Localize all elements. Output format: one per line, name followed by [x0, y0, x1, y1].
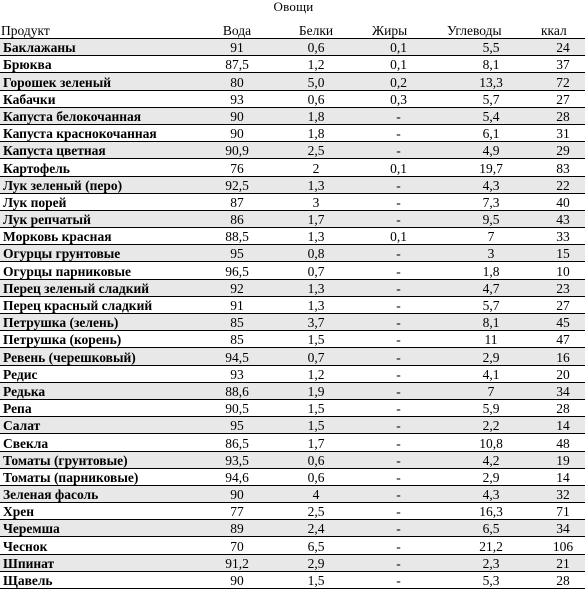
- cell-product: Перец красный сладкий: [0, 296, 198, 313]
- cell-kcal: 28: [541, 571, 585, 588]
- cell-product: Щавель: [0, 571, 198, 588]
- cell-water: 90,5: [198, 399, 276, 416]
- table-row: [0, 124, 585, 141]
- cell-product: Лук порей: [0, 193, 198, 210]
- cell-product: Огурцы парниковые: [0, 262, 198, 279]
- cell-water: 91: [198, 39, 276, 56]
- table-row: [0, 468, 585, 485]
- table-row: [0, 554, 585, 571]
- cell-protein: 2,4: [276, 520, 356, 537]
- cell-fat: 0,1: [356, 228, 441, 245]
- cell-fat: -: [356, 176, 441, 193]
- table-row: [0, 331, 585, 348]
- cell-kcal: 34: [541, 520, 585, 537]
- cell-kcal: 83: [541, 159, 585, 176]
- cell-water: 92,5: [198, 176, 276, 193]
- cell-kcal: 14: [541, 417, 585, 434]
- cell-carbs: 4,1: [441, 365, 541, 382]
- cell-water: 91,2: [198, 554, 276, 571]
- cell-protein: 1,7: [276, 434, 356, 451]
- cell-product: Огурцы грунтовые: [0, 245, 198, 262]
- cell-carbs: 3: [441, 245, 541, 262]
- cell-water: 86: [198, 210, 276, 227]
- cell-carbs: 5,4: [441, 107, 541, 124]
- table-row: [0, 382, 585, 399]
- cell-protein: 4: [276, 485, 356, 502]
- table-row: [0, 571, 585, 588]
- cell-product: Лук репчатый: [0, 210, 198, 227]
- table-row: [0, 348, 585, 365]
- cell-water: 80: [198, 73, 276, 90]
- cell-product: Шпинат: [0, 554, 198, 571]
- cell-carbs: 5,7: [441, 296, 541, 313]
- cell-kcal: 37: [541, 56, 585, 73]
- cell-kcal: 40: [541, 193, 585, 210]
- cell-carbs: 19,7: [441, 159, 541, 176]
- cell-fat: -: [356, 503, 441, 520]
- cell-kcal: 29: [541, 142, 585, 159]
- page-title: Овощи: [273, 0, 314, 14]
- cell-water: 90: [198, 485, 276, 502]
- cell-protein: 2: [276, 159, 356, 176]
- cell-fat: -: [356, 210, 441, 227]
- cell-fat: -: [356, 485, 441, 502]
- cell-water: 88,6: [198, 382, 276, 399]
- cell-protein: 0,6: [276, 468, 356, 485]
- table-row: [0, 485, 585, 502]
- cell-carbs: 13,3: [441, 73, 541, 90]
- table-row: [0, 365, 585, 382]
- cell-protein: 2,5: [276, 503, 356, 520]
- cell-water: 70: [198, 537, 276, 554]
- cell-protein: 0,6: [276, 451, 356, 468]
- cell-kcal: 19: [541, 451, 585, 468]
- cell-water: 90: [198, 124, 276, 141]
- column-header-carbs: Углеводы: [441, 24, 541, 39]
- cell-product: Петрушка (корень): [0, 331, 198, 348]
- cell-protein: 1,8: [276, 107, 356, 124]
- cell-carbs: 5,9: [441, 399, 541, 416]
- cell-kcal: 32: [541, 485, 585, 502]
- cell-product: Хрен: [0, 503, 198, 520]
- cell-fat: 0,2: [356, 73, 441, 90]
- cell-product: Капуста краснокочанная: [0, 124, 198, 141]
- table-row: [0, 142, 585, 159]
- cell-kcal: 27: [541, 90, 585, 107]
- cell-kcal: 48: [541, 434, 585, 451]
- cell-carbs: 4,7: [441, 279, 541, 296]
- cell-water: 91: [198, 296, 276, 313]
- table-row: [0, 520, 585, 537]
- cell-protein: 1,3: [276, 176, 356, 193]
- table-row: [0, 176, 585, 193]
- cell-fat: 0,1: [356, 159, 441, 176]
- cell-protein: 0,8: [276, 245, 356, 262]
- table-body: [0, 39, 585, 589]
- cell-fat: -: [356, 124, 441, 141]
- cell-carbs: 6,5: [441, 520, 541, 537]
- cell-product: Редька: [0, 382, 198, 399]
- cell-kcal: 43: [541, 210, 585, 227]
- cell-protein: 0,7: [276, 348, 356, 365]
- cell-water: 93: [198, 365, 276, 382]
- cell-fat: -: [356, 296, 441, 313]
- cell-water: 86,5: [198, 434, 276, 451]
- cell-product: Томаты (парниковые): [0, 468, 198, 485]
- cell-carbs: 8,1: [441, 56, 541, 73]
- cell-fat: -: [356, 262, 441, 279]
- cell-protein: 2,9: [276, 554, 356, 571]
- table-row: [0, 399, 585, 416]
- column-header-water: Вода: [198, 24, 276, 39]
- cell-protein: 1,5: [276, 331, 356, 348]
- cell-protein: 0,6: [276, 90, 356, 107]
- cell-kcal: 47: [541, 331, 585, 348]
- cell-product: Салат: [0, 417, 198, 434]
- cell-water: 85: [198, 331, 276, 348]
- cell-kcal: 14: [541, 468, 585, 485]
- cell-water: 76: [198, 159, 276, 176]
- cell-protein: 1,3: [276, 279, 356, 296]
- cell-fat: 0,3: [356, 90, 441, 107]
- column-header-product: Продукт: [0, 24, 198, 39]
- cell-product: Черемша: [0, 520, 198, 537]
- cell-product: Чеснок: [0, 537, 198, 554]
- cell-water: 94,5: [198, 348, 276, 365]
- cell-kcal: 21: [541, 554, 585, 571]
- cell-fat: -: [356, 331, 441, 348]
- cell-carbs: 4,3: [441, 485, 541, 502]
- cell-protein: 0,6: [276, 39, 356, 56]
- table-row: [0, 451, 585, 468]
- cell-water: 94,6: [198, 468, 276, 485]
- cell-fat: -: [356, 193, 441, 210]
- cell-kcal: 24: [541, 39, 585, 56]
- table-row: [0, 193, 585, 210]
- cell-protein: 5,0: [276, 73, 356, 90]
- cell-fat: -: [356, 348, 441, 365]
- cell-fat: -: [356, 107, 441, 124]
- cell-water: 95: [198, 417, 276, 434]
- cell-product: Брюква: [0, 56, 198, 73]
- cell-carbs: 10,8: [441, 434, 541, 451]
- cell-fat: -: [356, 571, 441, 588]
- cell-water: 87: [198, 193, 276, 210]
- cell-carbs: 5,5: [441, 39, 541, 56]
- cell-carbs: 9,5: [441, 210, 541, 227]
- cell-carbs: 21,2: [441, 537, 541, 554]
- cell-carbs: 7,3: [441, 193, 541, 210]
- cell-water: 90: [198, 571, 276, 588]
- cell-product: Горошек зеленый: [0, 73, 198, 90]
- vegetables-table: [0, 24, 585, 589]
- cell-carbs: 4,3: [441, 176, 541, 193]
- cell-protein: 1,5: [276, 417, 356, 434]
- cell-product: Зеленая фасоль: [0, 485, 198, 502]
- cell-product: Ревень (черешковый): [0, 348, 198, 365]
- cell-kcal: 22: [541, 176, 585, 193]
- cell-protein: 1,9: [276, 382, 356, 399]
- cell-kcal: 72: [541, 73, 585, 90]
- column-header-protein: Белки: [276, 24, 356, 39]
- cell-protein: 1,5: [276, 571, 356, 588]
- cell-carbs: 2,9: [441, 348, 541, 365]
- cell-water: 90: [198, 107, 276, 124]
- table-row: [0, 90, 585, 107]
- cell-kcal: 27: [541, 296, 585, 313]
- table-row: [0, 417, 585, 434]
- cell-fat: -: [356, 279, 441, 296]
- cell-fat: -: [356, 314, 441, 331]
- cell-carbs: 6,1: [441, 124, 541, 141]
- cell-fat: -: [356, 554, 441, 571]
- table-row: [0, 39, 585, 56]
- cell-fat: 0,1: [356, 56, 441, 73]
- cell-kcal: 20: [541, 365, 585, 382]
- cell-carbs: 11: [441, 331, 541, 348]
- cell-fat: -: [356, 142, 441, 159]
- table-row: [0, 73, 585, 90]
- cell-protein: 1,2: [276, 365, 356, 382]
- cell-protein: 0,7: [276, 262, 356, 279]
- table-row: [0, 314, 585, 331]
- cell-product: Баклажаны: [0, 39, 198, 56]
- table-header-row: [0, 24, 585, 39]
- cell-protein: 1,7: [276, 210, 356, 227]
- cell-water: 96,5: [198, 262, 276, 279]
- cell-fat: -: [356, 382, 441, 399]
- cell-carbs: 2,2: [441, 417, 541, 434]
- cell-water: 89: [198, 520, 276, 537]
- cell-water: 77: [198, 503, 276, 520]
- cell-carbs: 4,2: [441, 451, 541, 468]
- cell-water: 93,5: [198, 451, 276, 468]
- cell-carbs: 2,3: [441, 554, 541, 571]
- cell-water: 90,9: [198, 142, 276, 159]
- cell-protein: 1,2: [276, 56, 356, 73]
- cell-kcal: 10: [541, 262, 585, 279]
- table-row: [0, 296, 585, 313]
- cell-fat: -: [356, 451, 441, 468]
- cell-kcal: 34: [541, 382, 585, 399]
- cell-water: 87,5: [198, 56, 276, 73]
- table-row: [0, 262, 585, 279]
- cell-protein: 1,3: [276, 228, 356, 245]
- cell-product: Петрушка (зелень): [0, 314, 198, 331]
- cell-kcal: 31: [541, 124, 585, 141]
- cell-product: Капуста цветная: [0, 142, 198, 159]
- cell-kcal: 106: [541, 537, 585, 554]
- cell-product: Морковь красная: [0, 228, 198, 245]
- cell-water: 88,5: [198, 228, 276, 245]
- cell-fat: -: [356, 399, 441, 416]
- cell-product: Томаты (грунтовые): [0, 451, 198, 468]
- cell-carbs: 7: [441, 228, 541, 245]
- cell-product: Кабачки: [0, 90, 198, 107]
- table-row: [0, 434, 585, 451]
- cell-protein: 6,5: [276, 537, 356, 554]
- cell-water: 93: [198, 90, 276, 107]
- column-header-fat: Жиры: [356, 24, 441, 39]
- cell-carbs: 16,3: [441, 503, 541, 520]
- cell-kcal: 15: [541, 245, 585, 262]
- cell-kcal: 23: [541, 279, 585, 296]
- cell-kcal: 16: [541, 348, 585, 365]
- cell-product: Капуста белокочанная: [0, 107, 198, 124]
- cell-water: 92: [198, 279, 276, 296]
- cell-kcal: 28: [541, 399, 585, 416]
- cell-carbs: 5,3: [441, 571, 541, 588]
- table-row: [0, 503, 585, 520]
- cell-protein: 3: [276, 193, 356, 210]
- table-row: [0, 228, 585, 245]
- cell-product: Перец зеленый сладкий: [0, 279, 198, 296]
- cell-carbs: 8,1: [441, 314, 541, 331]
- cell-water: 85: [198, 314, 276, 331]
- cell-carbs: 1,8: [441, 262, 541, 279]
- column-header-kcal: ккал: [541, 24, 585, 39]
- table-row: [0, 56, 585, 73]
- cell-fat: -: [356, 468, 441, 485]
- cell-product: Репа: [0, 399, 198, 416]
- cell-carbs: 7: [441, 382, 541, 399]
- cell-carbs: 4,9: [441, 142, 541, 159]
- table-row: [0, 107, 585, 124]
- cell-protein: 1,5: [276, 399, 356, 416]
- cell-kcal: 71: [541, 503, 585, 520]
- cell-product: Лук зеленый (перо): [0, 176, 198, 193]
- table-row: [0, 245, 585, 262]
- table-row: [0, 159, 585, 176]
- table-row: [0, 279, 585, 296]
- cell-product: Редис: [0, 365, 198, 382]
- cell-protein: 2,5: [276, 142, 356, 159]
- cell-fat: -: [356, 417, 441, 434]
- cell-kcal: 45: [541, 314, 585, 331]
- cell-fat: 0,1: [356, 39, 441, 56]
- cell-kcal: 28: [541, 107, 585, 124]
- table-row: [0, 210, 585, 227]
- cell-fat: -: [356, 365, 441, 382]
- cell-water: 95: [198, 245, 276, 262]
- cell-fat: -: [356, 434, 441, 451]
- cell-product: Картофель: [0, 159, 198, 176]
- cell-fat: -: [356, 520, 441, 537]
- cell-carbs: 2,9: [441, 468, 541, 485]
- cell-kcal: 33: [541, 228, 585, 245]
- cell-fat: -: [356, 245, 441, 262]
- cell-protein: 3,7: [276, 314, 356, 331]
- table-row: [0, 537, 585, 554]
- cell-protein: 1,3: [276, 296, 356, 313]
- cell-carbs: 5,7: [441, 90, 541, 107]
- cell-fat: -: [356, 537, 441, 554]
- cell-product: Свекла: [0, 434, 198, 451]
- cell-protein: 1,8: [276, 124, 356, 141]
